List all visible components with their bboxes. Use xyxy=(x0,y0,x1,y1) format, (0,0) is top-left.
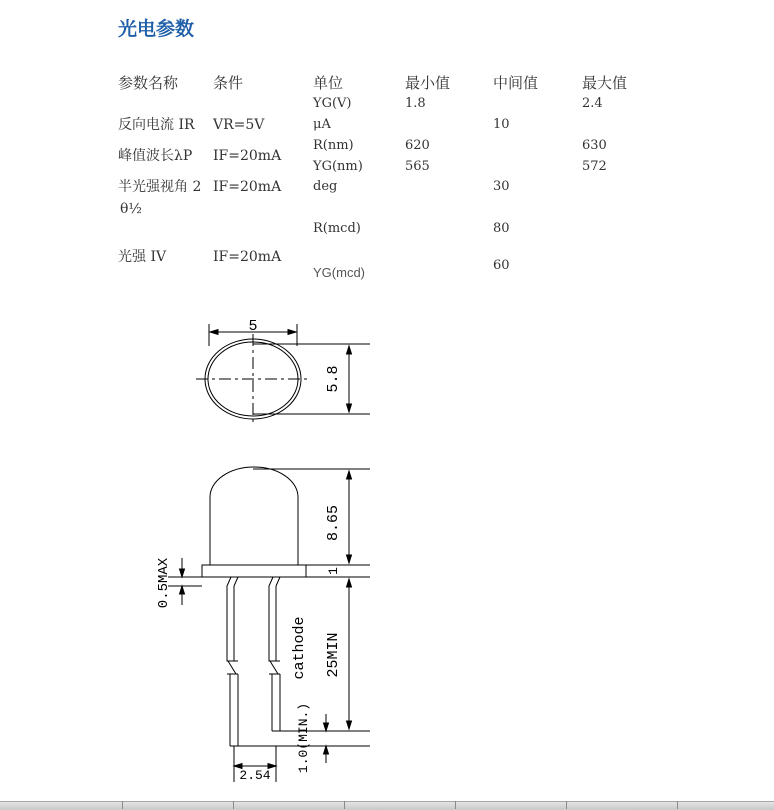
angle-typ: 30 xyxy=(493,179,510,194)
header-max: 最大值 xyxy=(582,74,628,92)
header-min: 最小值 xyxy=(405,74,451,92)
dim-flange: 1 xyxy=(326,567,341,575)
angle-name: 半光强视角 2 xyxy=(118,179,202,195)
dim-lead-length: 25MIN xyxy=(325,632,342,678)
header-unit: 单位 xyxy=(313,74,344,92)
wl-unit-yg: YG(nm) xyxy=(313,159,363,174)
bottom-divider xyxy=(677,801,678,809)
dim-pitch: 2.54 xyxy=(239,768,271,783)
vf-max: 2.4 xyxy=(582,96,603,111)
page-title: 光电参数 xyxy=(118,18,195,40)
dim-dome-height: 8.65 xyxy=(325,504,342,542)
ir-typ: 10 xyxy=(493,117,510,132)
wl-unit-r: R(nm) xyxy=(313,138,354,153)
bottom-divider xyxy=(566,801,567,809)
vf-unit: YG(V) xyxy=(313,96,352,111)
ir-cond: VR=5V xyxy=(213,117,265,133)
header-condition: 条件 xyxy=(213,74,244,92)
header-param-name: 参数名称 xyxy=(118,74,179,92)
iv-name: 光强 IV xyxy=(118,249,167,265)
dim-flange-max: 0.5MAX xyxy=(156,557,172,609)
wl-name: 峰值波长λP xyxy=(118,148,193,164)
iv-unit-r: R(mcd) xyxy=(313,221,361,236)
dim-top-height: 5.8 xyxy=(325,365,342,393)
wl-max-r: 630 xyxy=(582,138,607,153)
angle-name-symbol: θ½ xyxy=(120,201,142,217)
wl-min-r: 620 xyxy=(405,138,430,153)
cathode-label: cathode xyxy=(291,616,308,680)
top-view xyxy=(196,324,370,424)
bottom-divider xyxy=(122,801,123,809)
bottom-divider xyxy=(233,801,234,809)
ir-unit: μA xyxy=(313,117,331,132)
iv-cond: IF=20mA xyxy=(213,249,282,265)
ir-name: 反向电流 IR xyxy=(118,117,195,133)
iv-typ-yg: 60 xyxy=(493,258,510,273)
vf-min: 1.8 xyxy=(405,96,426,111)
angle-cond: IF=20mA xyxy=(213,179,282,195)
iv-typ-r: 80 xyxy=(493,221,510,236)
header-typ: 中间值 xyxy=(493,74,539,92)
bottom-divider xyxy=(455,801,456,809)
dim-lead-min: 1.0(MIN.) xyxy=(296,702,311,774)
dim-top-width: 5 xyxy=(248,318,258,335)
angle-unit: deg xyxy=(313,179,338,194)
wl-min-yg: 565 xyxy=(405,159,430,174)
wl-max-yg: 572 xyxy=(582,159,607,174)
wl-cond: IF=20mA xyxy=(213,148,282,164)
bottom-divider xyxy=(344,801,345,809)
iv-unit-yg: YG(mcd) xyxy=(313,265,365,280)
